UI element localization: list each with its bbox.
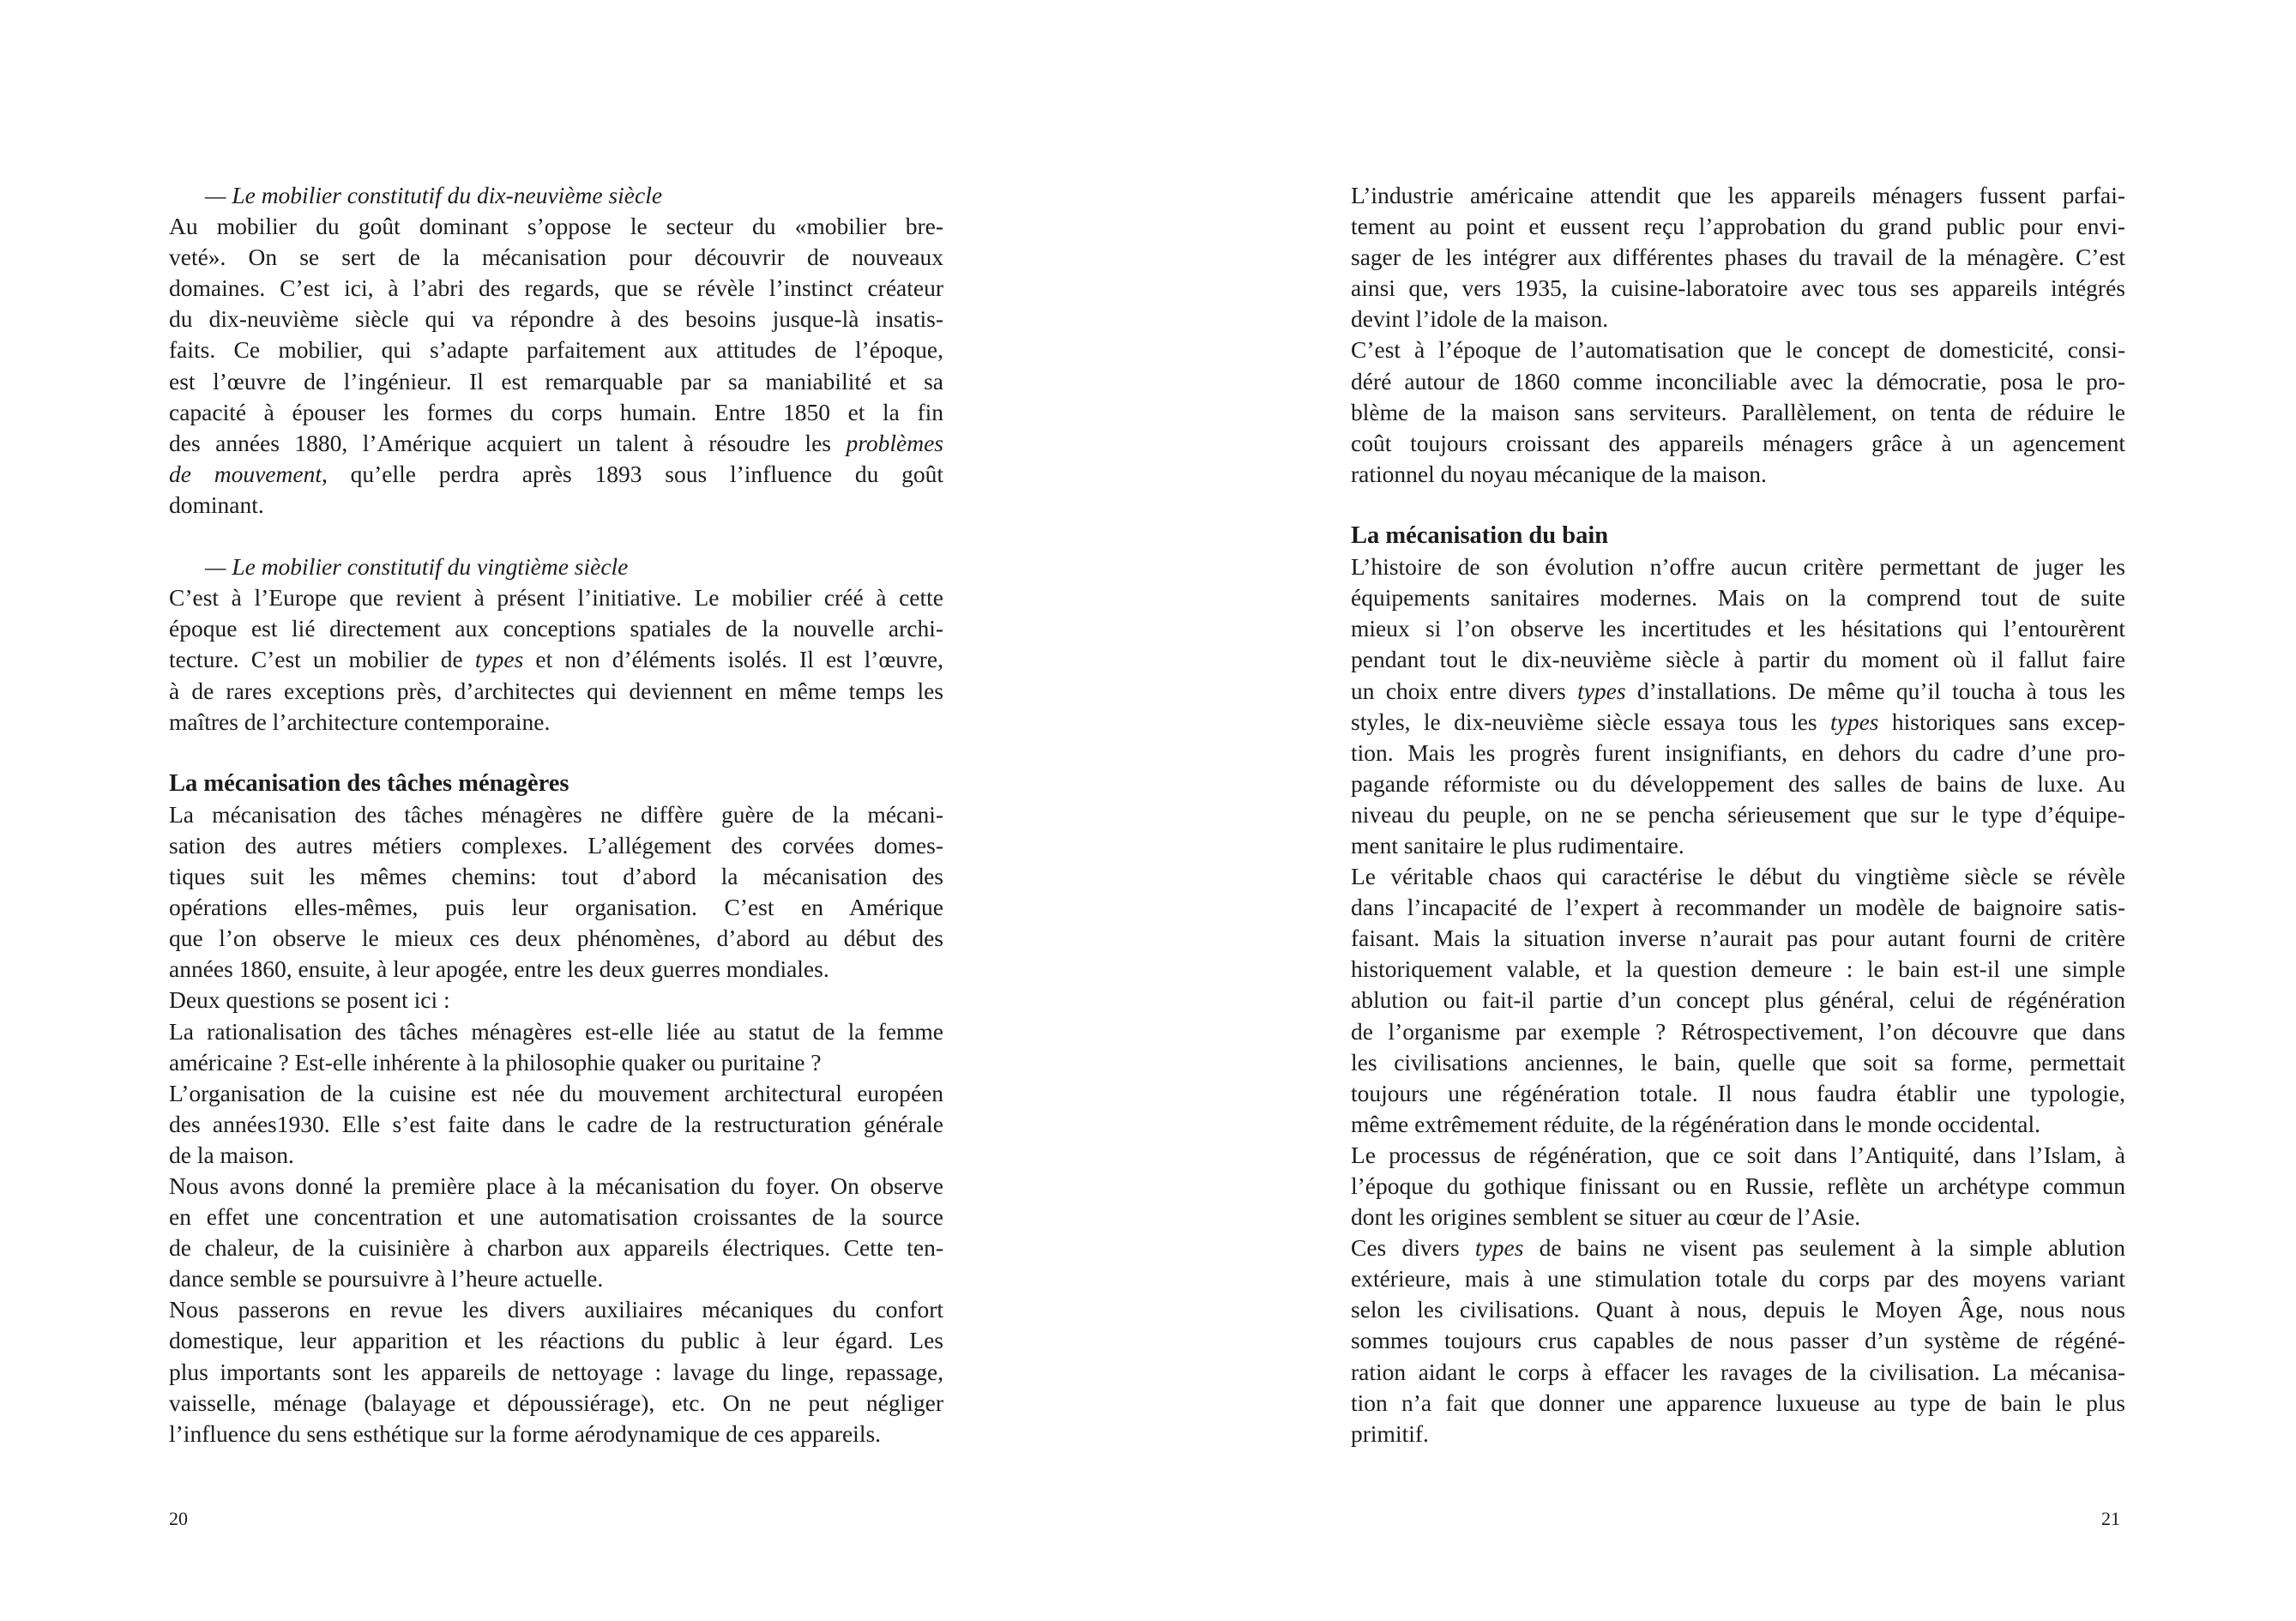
- text-line: tion n’a fait que donner une apparence luxueuse au type de bain le plus: [1351, 1389, 2125, 1416]
- text-line: styles, le dix-neuvième siècle essaya tous les types historiques sans excep-: [1351, 708, 2125, 735]
- text-line: dominant.: [169, 491, 264, 518]
- text-line: C’est à l’Europe que revient à présent l’initiative. Le mobilier créé à cette: [169, 584, 943, 612]
- text-line: l’influence du sens esthétique sur la forme aérodynamique de ces appareils.: [169, 1419, 882, 1447]
- text-line: de mouvement, qu’elle perdra après 1893 sous l’influence du goût: [169, 460, 944, 487]
- text-line: sommes toujours crus capables de nous passer d’un système de régéné-: [1351, 1327, 2125, 1354]
- text-line: en effet une concentration et une automatisation croissantes de la source: [169, 1203, 943, 1231]
- text-line: faisant. Mais la situation inverse n’aurait pas pour autant fourni de critère: [1351, 925, 2125, 952]
- text-line: ment sanitaire le plus rudimentaire.: [1351, 831, 1684, 859]
- text-line: des années 1880, l’Amérique acquiert un talent à résoudre les problèmes: [169, 429, 943, 456]
- text-line: de l’organisme par exemple ? Rétrospectivement, l’on découvre que dans: [1351, 1017, 2125, 1045]
- text-line: devint l’idole de la maison.: [1351, 305, 1609, 333]
- text-line: sation des autres métiers complexes. L’allégement des corvées domes-: [169, 831, 943, 859]
- text-line: tion. Mais les progrès furent insignifiants, en dehors du cadre d’une pro-: [1351, 738, 2125, 766]
- text-line: L’organisation de la cuisine est née du mouvement architectural européen: [169, 1079, 943, 1106]
- text-line: ration aidant le corps à effacer les ravages de la civilisation. La mécanisa-: [1351, 1358, 2125, 1385]
- text-line: ainsi que, vers 1935, la cuisine-laboratoire avec tous ses appareils intégrés: [1351, 274, 2125, 302]
- text-line: niveau du peuple, on ne se pencha sérieusement que sur le type d’équipe-: [1351, 800, 2125, 828]
- text-line: L’industrie américaine attendit que les appareils ménagers fussent parfai-: [1351, 182, 2125, 208]
- text-line: blème de la maison sans serviteurs. Parallèlement, on tenta de réduire le: [1351, 398, 2125, 425]
- paragraph: [1351, 1232, 2125, 1449]
- paragraph-gap: [169, 521, 943, 551]
- text-line: ablution ou fait-il partie d’un concept plus général, celui de régénération: [1351, 986, 2125, 1014]
- subsection-heading: [169, 551, 943, 582]
- text-line: dance semble se poursuivre à l’heure actuelle.: [169, 1265, 604, 1293]
- text-line: La rationalisation des tâches ménagères est-elle liée au statut de la femme: [169, 1017, 943, 1045]
- text-line: dont les origines semblent se situer au cœur de l’Asie.: [1351, 1203, 1861, 1231]
- section-heading: [169, 768, 943, 799]
- paragraph-gap: [169, 738, 943, 768]
- text-line: — Le mobilier constitutif du vingtième siècle: [205, 553, 629, 581]
- text-line: toujours une régénération totale. Il nous faudra établir une typologie,: [1351, 1079, 2125, 1106]
- text-line: l’époque du gothique finissant ou en Russie, reflète un archétype commun: [1351, 1172, 2125, 1199]
- text-line: mieux si l’on observe les incertitudes et les hésitations qui l’entourèrent: [1351, 615, 2125, 642]
- paragraph-gap: [1351, 490, 2125, 521]
- text-line: domestique, leur apparition et les réactions du public à leur égard. Les: [169, 1327, 943, 1354]
- text-line: même extrêmement réduite, de la régénération dans le monde occidental.: [1351, 1110, 2041, 1137]
- paragraph: [1351, 551, 2125, 861]
- text-line: faits. Ce mobilier, qui s’adapte parfaitement aux attitudes de l’époque,: [169, 336, 943, 364]
- paragraph: [169, 1171, 943, 1294]
- text-line: déré autour de 1860 comme inconciliable avec la démocratie, posa le pro-: [1351, 367, 2125, 395]
- text-line: à de rares exceptions près, d’architectes qui deviennent en même temps les: [169, 677, 943, 704]
- page-number-right: 21: [2101, 1508, 2120, 1529]
- text-line: extérieure, mais à une stimulation totale du corps par des moyens variant: [1351, 1265, 2125, 1293]
- text-line: est l’œuvre de l’ingénieur. Il est remarquable par sa maniabilité et sa: [169, 367, 943, 395]
- text-line: vaisselle, ménage (balayage et dépoussiérage), etc. On ne peut négliger: [169, 1389, 943, 1416]
- paragraph: [169, 1078, 943, 1171]
- text-line: un choix entre divers types d’installations. De même qu’il toucha à tous les: [1351, 677, 2125, 704]
- paragraph: [1351, 180, 2125, 334]
- text-line: dans l’incapacité de l’expert à recommander un modèle de baignoire satis-: [1351, 894, 2125, 921]
- text-line: coût toujours croissant des appareils ménagers grâce à un agencement: [1351, 429, 2125, 456]
- text-line: pagande réformiste ou du développement des salles de bains de luxe. Au: [1351, 769, 2125, 797]
- text-line: des années1930. Elle s’est faite dans le cadre de la restructuration générale: [169, 1110, 943, 1137]
- paragraph: [1351, 334, 2125, 489]
- text-line: années 1860, ensuite, à leur apogée, entre les deux guerres mondiales.: [169, 955, 829, 983]
- text-line: Nous passerons en revue les divers auxiliaires mécaniques du confort: [169, 1296, 943, 1323]
- paragraph: [169, 582, 943, 737]
- left-text-column: [169, 180, 943, 1449]
- text-line: Deux questions se posent ici :: [169, 986, 450, 1014]
- text-line: tecture. C’est un mobilier de types et non d’éléments isolés. Il est l’œuvre,: [169, 646, 943, 673]
- paragraph: [1351, 861, 2125, 1140]
- text-line: Au mobilier du goût dominant s’oppose le secteur du «mobilier bre-: [169, 213, 943, 240]
- text-line: de la maison.: [169, 1141, 294, 1168]
- page-number-left: 20: [169, 1508, 188, 1529]
- text-line: La mécanisation du bain: [1351, 522, 1609, 550]
- text-line: Le véritable chaos qui caractérise le début du vingtième siècle se révèle: [1351, 863, 2125, 890]
- paragraph: [169, 1016, 943, 1078]
- paragraph: [169, 211, 943, 521]
- text-line: maîtres de l’architecture contemporaine.: [169, 708, 551, 735]
- text-line: veté». On se sert de la mécanisation pour découvrir de nouveaux: [169, 244, 943, 271]
- text-line: rationnel du noyau mécanique de la maison.: [1351, 460, 1767, 487]
- text-line: plus importants sont les appareils de nettoyage : lavage du linge, repassage,: [169, 1358, 943, 1385]
- text-line: domaines. C’est ici, à l’abri des regards, que se révèle l’instinct créateur: [169, 274, 943, 302]
- text-line: C’est à l’époque de l’automatisation que le concept de domesticité, consi-: [1351, 336, 2125, 364]
- text-line: du dix-neuvième siècle qui va répondre à des besoins jusque-là insatis-: [169, 305, 943, 333]
- text-line: La mécanisation des tâches ménagères ne diffère guère de la mécani-: [169, 800, 943, 828]
- text-line: L’histoire de son évolution n’offre aucun critère permettant de juger les: [1351, 553, 2125, 581]
- right-text-column: [1351, 180, 2125, 1449]
- text-line: sager de les intégrer aux différentes phases du travail de la ménagère. C’est: [1351, 244, 2125, 271]
- text-line: Nous avons donné la première place à la mécanisation du foyer. On observe: [169, 1172, 943, 1199]
- text-line: les civilisations anciennes, le bain, quelle que soit sa forme, permettait: [1351, 1048, 2125, 1076]
- text-line: historiquement valable, et la question demeure : le bain est-il une simple: [1351, 955, 2125, 983]
- text-line: Ces divers types de bains ne visent pas seulement à la simple ablution: [1351, 1234, 2125, 1262]
- paragraph: [169, 985, 943, 1015]
- subsection-heading: [169, 180, 943, 211]
- text-line: époque est lié directement aux conceptions spatiales de la nouvelle archi-: [169, 615, 943, 642]
- text-line: pendant tout le dix-neuvième siècle à partir du moment où il fallut faire: [1351, 646, 2125, 673]
- text-line: américaine ? Est-elle inhérente à la philosophie quaker ou puritaine ?: [169, 1048, 822, 1076]
- right-page: [1148, 0, 2296, 1621]
- paragraph: [1351, 1140, 2125, 1232]
- text-line: opérations elles-mêmes, puis leur organisation. C’est en Amérique: [169, 894, 943, 921]
- paragraph: [169, 799, 943, 985]
- text-line: — Le mobilier constitutif du dix-neuvième siècle: [205, 182, 663, 208]
- text-line: de chaleur, de la cuisinière à charbon aux appareils électriques. Cette ten-: [169, 1234, 943, 1262]
- text-line: primitif.: [1351, 1419, 1429, 1447]
- text-line: tement au point et eussent reçu l’approbation du grand public pour envi-: [1351, 213, 2125, 240]
- text-line: capacité à épouser les formes du corps humain. Entre 1850 et la fin: [169, 398, 943, 425]
- text-line: que l’on observe le mieux ces deux phénomènes, d’abord au début des: [169, 925, 943, 952]
- text-line: selon les civilisations. Quant à nous, depuis le Moyen Âge, nous nous: [1351, 1296, 2125, 1323]
- text-line: tiques suit les mêmes chemins: tout d’abord la mécanisation des: [169, 863, 943, 890]
- paragraph: [169, 1294, 943, 1449]
- text-line: Le processus de régénération, que ce soit dans l’Antiquité, dans l’Islam, à: [1351, 1141, 2125, 1168]
- text-line: La mécanisation des tâches ménagères: [169, 769, 569, 797]
- section-heading: [1351, 521, 2125, 551]
- text-line: équipements sanitaires modernes. Mais on la comprend tout de suite: [1351, 584, 2125, 612]
